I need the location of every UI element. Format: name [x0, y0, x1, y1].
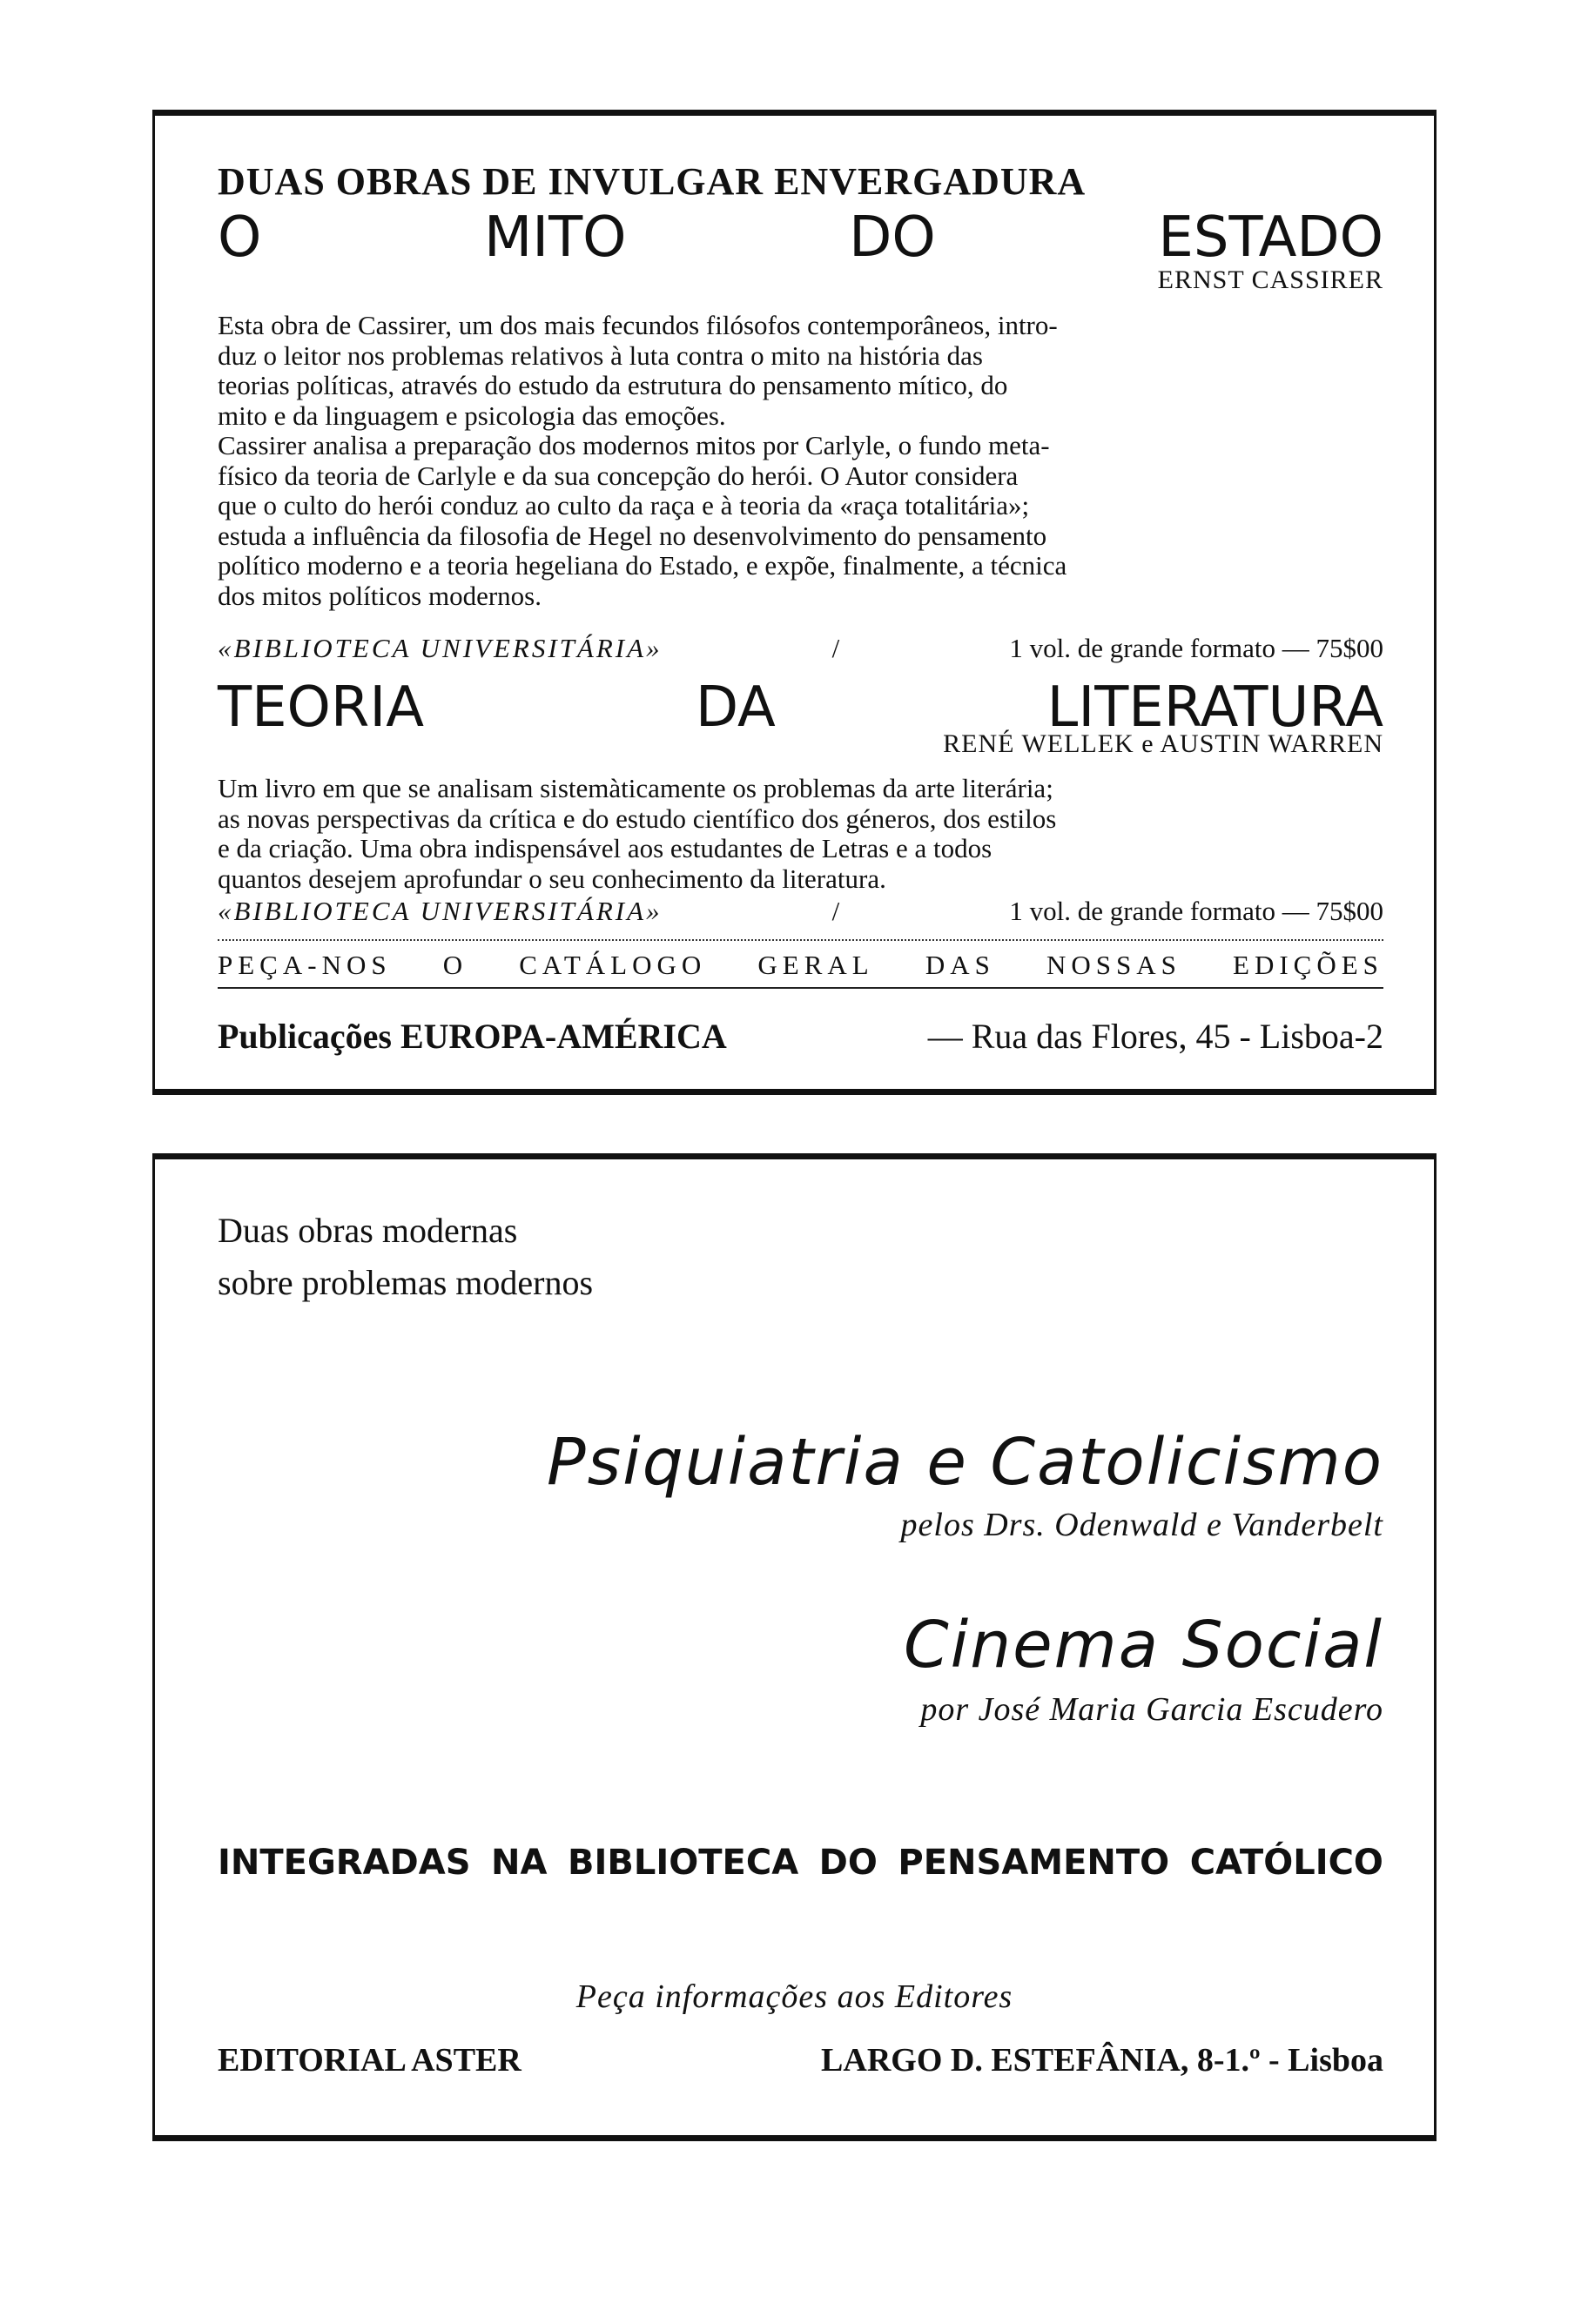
- book-title-teoria-da-literatura: [218, 675, 1383, 740]
- ad-kicker: DUAS OBRAS DE INVULGAR ENVERGADURA: [218, 160, 1087, 203]
- title-word: TEORIA: [218, 675, 425, 740]
- separator-slash: /: [831, 896, 840, 926]
- book-title-o-mito-do-estado: [218, 205, 1383, 270]
- catalog-word: O: [442, 950, 468, 980]
- book-title-psiquiatria-e-catolicismo: Psiquiatria e Catolicismo: [546, 1425, 1383, 1500]
- catalog-request-line: [218, 950, 1383, 981]
- publisher-address: — Rua das Flores, 45 - Lisboa-2: [927, 1017, 1383, 1056]
- volume-info: 1 vol. de grande formato — 75$00: [1009, 896, 1383, 926]
- description-line: que o culto do herói conduz ao culto da raça e à teoria da «raça totalitária»;: [218, 490, 1030, 521]
- dotted-divider: [218, 939, 1383, 941]
- title-word: MITO: [483, 205, 627, 270]
- publisher-footer: [218, 2041, 1383, 2079]
- description-line: as novas perspectivas da crítica e do estudo científico dos géneros, dos estilos: [218, 803, 1057, 834]
- collection-word: DO: [818, 1843, 878, 1883]
- volume-info: 1 vol. de grande formato — 75$00: [1009, 633, 1383, 663]
- book-author: por José Maria Garcia Escudero: [920, 1691, 1383, 1728]
- catalog-word: PEÇA-NOS: [218, 950, 392, 980]
- catalog-word: DAS: [925, 950, 995, 980]
- book-author: pelos Drs. Odenwald e Vanderbelt: [900, 1507, 1383, 1543]
- series-name: «BIBLIOTECA UNIVERSITÁRIA»: [218, 633, 663, 663]
- title-word: DA: [695, 675, 776, 740]
- description-line: dos mitos políticos modernos.: [218, 580, 542, 611]
- info-request-line: Peça informações aos Editores: [575, 1978, 1013, 2015]
- series-line: [218, 633, 1383, 664]
- collection-word: CATÓLICO: [1189, 1843, 1383, 1883]
- collection-word: INTEGRADAS: [218, 1843, 471, 1883]
- description-line: e da criação. Uma obra indispensável aos estudantes de Letras e a todos: [218, 833, 992, 863]
- description-line: quantos desejem aprofundar o seu conhecimento da literatura.: [218, 863, 886, 894]
- description-line: duz o leitor nos problemas relativos à luta contra o mito na história das: [218, 339, 983, 371]
- description-line: teorias políticas, através do estudo da estrutura do pensamento mítico, do: [218, 370, 1008, 400]
- book-author: ERNST CASSIRER: [1157, 265, 1383, 294]
- catalog-word: NOSSAS: [1046, 950, 1181, 980]
- book-description: [218, 311, 1383, 611]
- intro-line: sobre problemas modernos: [218, 1263, 594, 1302]
- series-line: [218, 896, 1383, 927]
- description-line: Cassirer analisa a preparação dos modernos mitos por Carlyle, o fundo meta-: [218, 430, 1050, 460]
- title-word: LITERATURA: [1046, 675, 1383, 740]
- title-word: DO: [849, 205, 936, 270]
- title-word: ESTADO: [1158, 205, 1383, 270]
- description-line: estuda a influência da filosofia de Hegel no desenvolvimento do pensamento: [218, 520, 1047, 551]
- title-word: O: [218, 205, 262, 270]
- publisher-name: Publicações EUROPA-AMÉRICA: [218, 1017, 727, 1056]
- collection-word: BIBLIOTECA: [568, 1843, 799, 1883]
- solid-divider: [218, 987, 1383, 989]
- catalog-word: CATÁLOGO: [519, 950, 707, 980]
- publisher-address: LARGO D. ESTEFÂNIA, 8-1.º - Lisboa: [821, 2042, 1383, 2079]
- series-name: «BIBLIOTECA UNIVERSITÁRIA»: [218, 896, 663, 926]
- collection-word: PENSAMENTO: [898, 1843, 1170, 1883]
- separator-slash: /: [831, 633, 840, 663]
- collection-line: [218, 1843, 1383, 1883]
- book-title-cinema-social: Cinema Social: [903, 1608, 1383, 1683]
- catalog-word: GERAL: [757, 950, 874, 980]
- description-line: físico da teoria de Carlyle e da sua concepção do herói. O Autor considera: [218, 460, 1019, 491]
- collection-word: NA: [491, 1843, 548, 1883]
- description-line: Esta obra de Cassirer, um dos mais fecundos filósofos contemporâneos, intro-: [218, 310, 1058, 340]
- description-line: Um livro em que se analisam sistemàticamente os problemas da arte literária;: [218, 773, 1053, 803]
- publisher-line: [218, 1016, 1383, 1057]
- description-line: político moderno e a teoria hegeliana do Estado, e expõe, finalmente, a técnica: [218, 550, 1067, 581]
- publisher-name: EDITORIAL ASTER: [218, 2042, 521, 2079]
- catalog-word: EDIÇÕES: [1233, 950, 1383, 980]
- intro-line: Duas obras modernas: [218, 1211, 518, 1250]
- advertisement-europa-america: [152, 110, 1437, 1095]
- book-description: [218, 774, 1383, 894]
- description-line: mito e da linguagem e psicologia das emoções.: [218, 400, 726, 431]
- advertisement-editorial-aster: [152, 1153, 1437, 2141]
- book-author: RENÉ WELLEK e AUSTIN WARREN: [943, 729, 1383, 758]
